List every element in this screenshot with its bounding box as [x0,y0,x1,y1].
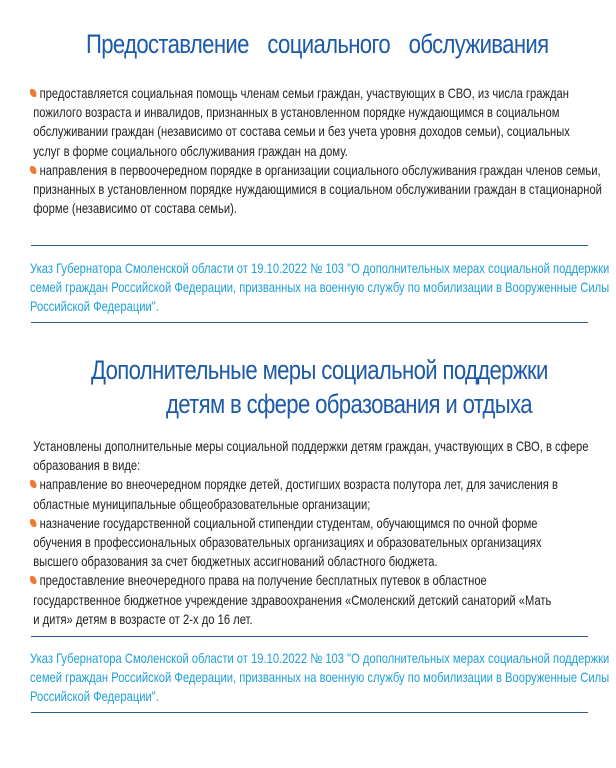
section2-list [30,437,589,629]
list-item-line: признанных в установленном порядке нуждающимися в социальном обслуживании граждан в стационарной [33,181,602,198]
list-item: направление во внеочередном порядке детей, достигших возраста полутора лет, для зачисления в [30,475,589,494]
divider [31,322,588,323]
bullet-icon [30,166,36,174]
list-item: назначение государственной социальной стипендии студентам, обучающимся по очной форме [30,514,589,533]
list-item-line: обучения в профессиональных образовательных организациях и образовательных организациях [33,534,542,551]
bullet-icon [30,519,36,527]
bullet-icon [30,480,36,488]
list-item-line: государственное бюджетное учреждение здравоохранения «Смоленский детский санаторий «Мать [33,591,552,608]
intro-line: Установлены дополнительные меры социальной поддержки детям граждан, участвующих в СВО, в сфере [33,438,589,454]
list-item: предоставление внеочередного права на получение бесплатных путевок в областное [30,571,589,590]
bullet-icon [30,89,36,97]
bullet-icon [30,576,36,584]
section2-reference: Указ Губернатора Смоленской области от 19.10.2022 № 103 "О дополнительных мерах социальной поддержки семей граждан Российской Федерации, призванных на военную службу по мобилизации в Вооруженные Силы Российской Федерации". [30,650,610,705]
section2-title-line1: Дополнительные меры социальной поддержки [91,355,548,385]
divider [31,712,588,713]
list-item-line: областные муниципальные общеобразовательные организации; [33,495,371,512]
divider [31,636,588,637]
section1-reference: Указ Губернатора Смоленской области от 19.10.2022 № 103 "О дополнительных мерах социальной поддержки семей граждан Российской Федерации, призванных на военную службу по мобилизации в Вооруженные Силы Российской Федерации". [30,260,610,315]
list-item-line: обслуживании граждан (независимо от состава семьи и без учета уровня доходов семьи), социальных [33,123,570,140]
list-item-line: и дитя» детям в возрасте от 2-х до 16 лет. [33,610,253,627]
list-item-line: пожилого возраста и инвалидов, признанных в установленном порядке нуждающимся в социальном [33,104,560,121]
section2-title-line2: детям в сфере образования и отдыха [166,389,532,419]
list-item: предоставляется социальная помощь членам семьи граждан, участвующих в СВО, из числа граждан [30,84,602,103]
divider [31,245,588,246]
section1-list [30,84,602,218]
list-item-line: услуг в форме социального обслуживания граждан на дому. [33,142,348,159]
list-item-line: высшего образования за счет бюджетных ассигнований областного бюджета. [33,553,438,570]
section1-title: Предоставление социального обслуживания [86,29,549,59]
intro-line: образования в виде: [33,457,141,474]
list-item: направления в первоочередном порядке в организации социального обслуживания граждан членов семьи, [30,161,602,180]
list-item-line: форме (независимо от состава семьи). [33,200,237,217]
